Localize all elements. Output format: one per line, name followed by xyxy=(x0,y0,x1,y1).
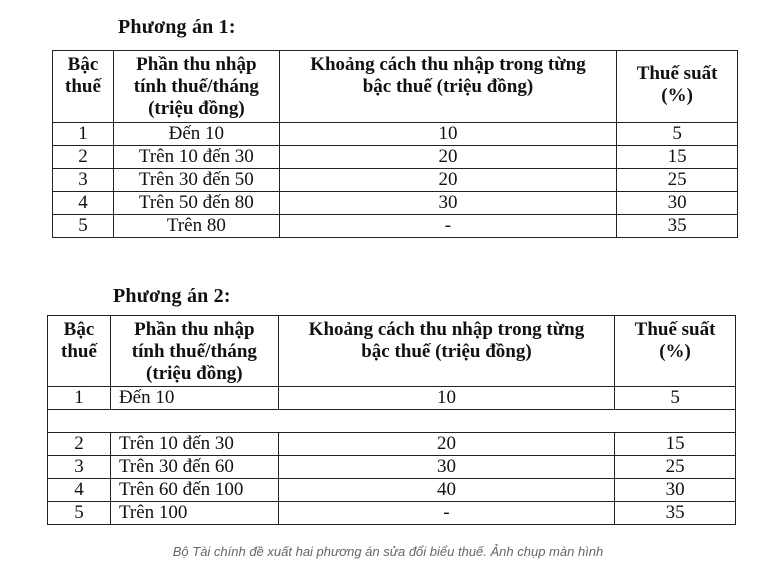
plan2-table xyxy=(47,315,736,525)
header-line: tính thuế/tháng xyxy=(133,76,259,97)
cell-rate: 25 xyxy=(617,169,738,192)
cell-rate: 35 xyxy=(615,502,736,525)
header-rate xyxy=(615,316,736,387)
cell-bac: 3 xyxy=(48,456,111,479)
cell-income: Trên 10 đến 30 xyxy=(110,433,278,456)
table-header-row xyxy=(48,316,736,387)
header-rate xyxy=(617,51,738,123)
table-row xyxy=(48,387,736,410)
plan2-title: Phương án 2: xyxy=(113,285,231,307)
cell-rate: 15 xyxy=(615,433,736,456)
cell-bac: 4 xyxy=(48,479,111,502)
cell-rate: 35 xyxy=(617,215,738,238)
table-header-row xyxy=(53,51,738,123)
header-gap xyxy=(279,51,616,123)
header-gap xyxy=(278,316,614,387)
header-line: Phần thu nhập xyxy=(134,319,255,340)
cell-rate: 25 xyxy=(615,456,736,479)
plan1-title: Phương án 1: xyxy=(118,16,236,38)
table-row xyxy=(53,146,738,169)
header-line: Bậc xyxy=(63,319,95,340)
cell-gap: 30 xyxy=(279,192,616,215)
header-line: Thuế suất xyxy=(634,319,716,340)
header-bac-thue xyxy=(48,316,111,387)
cell-income: Đến 10 xyxy=(113,123,279,146)
cell-income: Trên 10 đến 30 xyxy=(113,146,279,169)
cell-gap: 20 xyxy=(279,169,616,192)
cell-income: Trên 50 đến 80 xyxy=(113,192,279,215)
cell-bac: 2 xyxy=(48,433,111,456)
cell-gap: 20 xyxy=(279,146,616,169)
table-row xyxy=(48,433,736,456)
cell-income: Trên 30 đến 50 xyxy=(113,169,279,192)
cell-income: Trên 80 xyxy=(113,215,279,238)
header-line: bậc thuế (triệu đồng) xyxy=(361,341,532,362)
cell-gap: 10 xyxy=(278,387,614,410)
header-line: Khoảng cách thu nhập trong từng xyxy=(308,319,585,340)
row-gap-cell xyxy=(48,410,736,433)
table-row xyxy=(53,192,738,215)
header-line: (triệu đồng) xyxy=(148,98,245,119)
plan1-table xyxy=(52,50,738,238)
cell-rate: 15 xyxy=(617,146,738,169)
cell-bac: 5 xyxy=(53,215,114,238)
cell-gap: - xyxy=(278,502,614,525)
cell-gap: 20 xyxy=(278,433,614,456)
header-income xyxy=(113,51,279,123)
cell-gap: 30 xyxy=(278,456,614,479)
cell-rate: 30 xyxy=(617,192,738,215)
cell-rate: 5 xyxy=(617,123,738,146)
cell-bac: 2 xyxy=(53,146,114,169)
table-row xyxy=(53,169,738,192)
row-gap xyxy=(48,410,736,433)
header-income xyxy=(110,316,278,387)
cell-rate: 5 xyxy=(615,387,736,410)
cell-bac: 1 xyxy=(53,123,114,146)
header-line: bậc thuế (triệu đồng) xyxy=(362,76,534,97)
table-row xyxy=(53,123,738,146)
cell-income: Đến 10 xyxy=(110,387,278,410)
cell-gap: 10 xyxy=(279,123,616,146)
header-line: Khoảng cách thu nhập trong từng xyxy=(310,54,586,75)
cell-bac: 3 xyxy=(53,169,114,192)
cell-bac: 5 xyxy=(48,502,111,525)
header-line: tính thuế/tháng xyxy=(131,341,257,362)
cell-gap: - xyxy=(279,215,616,238)
image-caption: Bộ Tài chính đề xuất hai phương án sửa đổi biểu thuế. Ảnh chụp màn hình xyxy=(172,544,604,559)
cell-income: Trên 100 xyxy=(110,502,278,525)
table-row xyxy=(48,479,736,502)
cell-rate: 30 xyxy=(615,479,736,502)
table-row xyxy=(48,456,736,479)
cell-income: Trên 30 đến 60 xyxy=(110,456,278,479)
cell-bac: 4 xyxy=(53,192,114,215)
header-line: (%) xyxy=(659,341,691,362)
table-row xyxy=(53,215,738,238)
header-line: Thuế suất xyxy=(636,63,718,84)
header-bac-thue xyxy=(53,51,114,123)
header-line: thuế xyxy=(61,341,97,362)
header-line: Phần thu nhập xyxy=(136,54,257,75)
header-line: Bậc xyxy=(67,54,99,75)
cell-income: Trên 60 đến 100 xyxy=(110,479,278,502)
header-line: thuế xyxy=(65,76,101,97)
cell-bac: 1 xyxy=(48,387,111,410)
cell-gap: 40 xyxy=(278,479,614,502)
header-line: (%) xyxy=(661,85,693,106)
table-row xyxy=(48,502,736,525)
header-line: (triệu đồng) xyxy=(146,363,243,384)
